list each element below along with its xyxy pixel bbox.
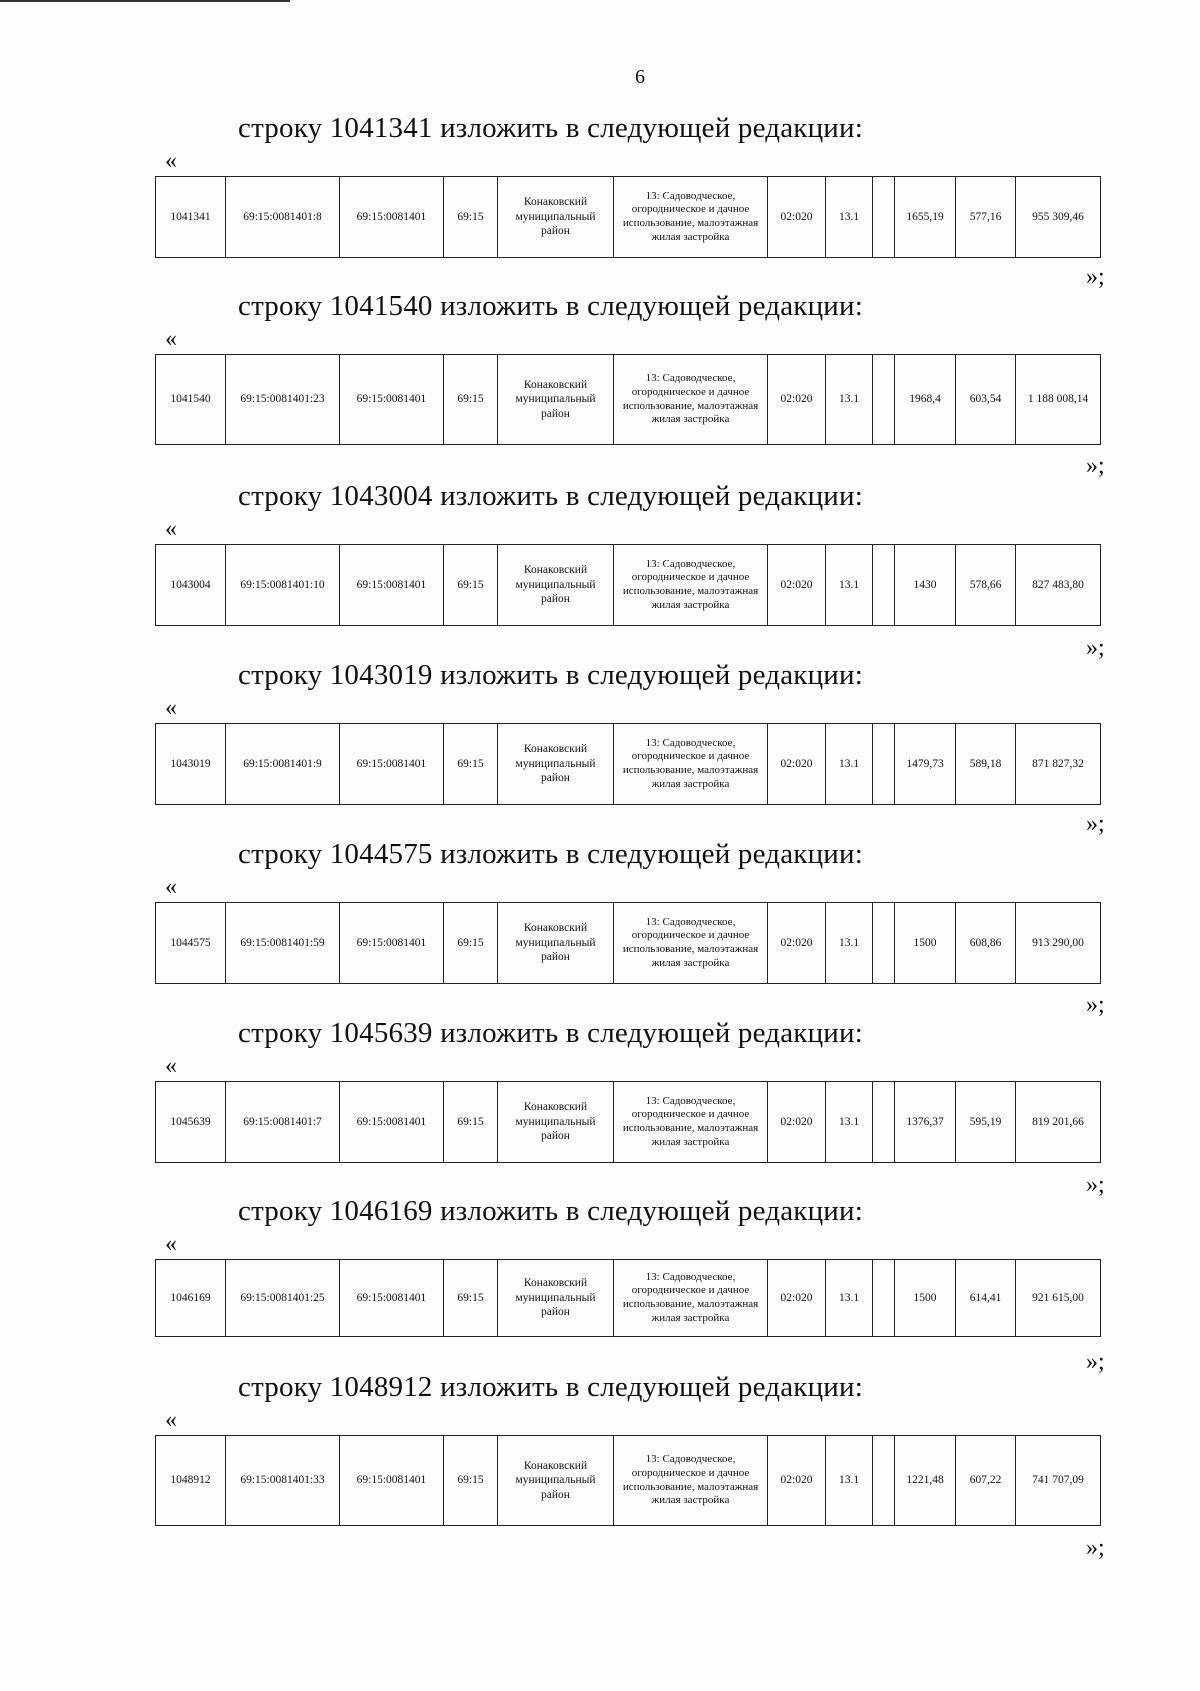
table-row [156,724,1101,805]
cadastral-number-cell: 69:15:0081401:7 [226,1082,340,1163]
specific-value-cell: 603,54 [956,355,1016,445]
cadastral-quarter-cell: 69:15:0081401 [340,1082,444,1163]
opening-quote: « [165,1407,177,1433]
empty-cell [873,177,895,258]
closing-quote: »; [1086,264,1105,290]
cadastral-number-cell: 69:15:0081401:25 [226,1260,340,1337]
cadastral-number-cell: 69:15:0081401:59 [226,903,340,984]
land-use-code-cell: 02:020 [768,1260,826,1337]
specific-value-cell: 589,18 [956,724,1016,805]
area-cell: 1221,48 [895,1436,956,1526]
amendment-heading: строку 1044575 изложить в следующей редакции: [238,838,863,870]
district-code-cell: 69:15 [444,1260,498,1337]
group-number-cell: 13.1 [826,177,873,258]
amendment-heading: строку 1045639 изложить в следующей редакции: [238,1017,863,1049]
amendment-heading: строку 1043019 изложить в следующей редакции: [238,659,863,691]
register-row-table [155,902,1101,984]
area-cell: 1430 [895,545,956,626]
row-id-cell: 1048912 [156,1436,226,1526]
district-name-cell: Конаковский муниципальный район [498,1260,614,1337]
group-number-cell: 13.1 [826,1082,873,1163]
cadastral-quarter-cell: 69:15:0081401 [340,1260,444,1337]
group-number-cell: 13.1 [826,355,873,445]
register-row-table [155,1081,1101,1163]
empty-cell [873,1436,895,1526]
district-code-cell: 69:15 [444,1082,498,1163]
row-id-cell: 1043004 [156,545,226,626]
register-row-table [155,176,1101,258]
amendment-heading: строку 1041540 изложить в следующей редакции: [238,290,863,322]
opening-quote: « [165,1053,177,1079]
empty-cell [873,903,895,984]
amendment-heading: строку 1046169 изложить в следующей редакции: [238,1195,863,1227]
register-row-table [155,544,1101,626]
closing-quote: »; [1086,811,1105,837]
opening-quote: « [165,874,177,900]
land-use-purpose-cell: 13: Садоводческое, огородническое и дачное использование, малоэтажная жилая застройка [614,355,768,445]
cadastral-number-cell: 69:15:0081401:9 [226,724,340,805]
cadastral-quarter-cell: 69:15:0081401 [340,1436,444,1526]
district-code-cell: 69:15 [444,1436,498,1526]
district-code-cell: 69:15 [444,177,498,258]
district-code-cell: 69:15 [444,545,498,626]
cadastral-quarter-cell: 69:15:0081401 [340,355,444,445]
land-use-code-cell: 02:020 [768,1082,826,1163]
amendment-heading: строку 1048912 изложить в следующей редакции: [238,1371,863,1403]
empty-cell [873,1260,895,1337]
land-use-purpose-cell: 13: Садоводческое, огородническое и дачное использование, малоэтажная жилая застройка [614,1082,768,1163]
cadastral-value-cell: 921 615,00 [1016,1260,1101,1337]
page-number: 6 [635,66,645,88]
district-name-cell: Конаковский муниципальный район [498,545,614,626]
cadastral-quarter-cell: 69:15:0081401 [340,724,444,805]
table-row [156,177,1101,258]
row-id-cell: 1046169 [156,1260,226,1337]
land-use-code-cell: 02:020 [768,355,826,445]
table-row [156,903,1101,984]
land-use-code-cell: 02:020 [768,545,826,626]
area-cell: 1500 [895,1260,956,1337]
register-row-table [155,1435,1101,1526]
table-row [156,355,1101,445]
district-name-cell: Конаковский муниципальный район [498,1082,614,1163]
amendment-heading: строку 1041341 изложить в следующей редакции: [238,112,863,144]
table-row [156,1082,1101,1163]
closing-quote: »; [1086,635,1105,661]
amendment-heading: строку 1043004 изложить в следующей редакции: [238,480,863,512]
cadastral-value-cell: 955 309,46 [1016,177,1101,258]
row-id-cell: 1045639 [156,1082,226,1163]
row-id-cell: 1041341 [156,177,226,258]
land-use-purpose-cell: 13: Садоводческое, огородническое и дачное использование, малоэтажная жилая застройка [614,903,768,984]
closing-quote: »; [1086,1535,1105,1561]
table-row [156,1260,1101,1337]
empty-cell [873,724,895,805]
opening-quote: « [165,326,177,352]
specific-value-cell: 578,66 [956,545,1016,626]
district-name-cell: Конаковский муниципальный район [498,724,614,805]
cadastral-number-cell: 69:15:0081401:23 [226,355,340,445]
group-number-cell: 13.1 [826,1436,873,1526]
register-row-table [155,354,1101,445]
land-use-code-cell: 02:020 [768,1436,826,1526]
area-cell: 1655,19 [895,177,956,258]
cadastral-number-cell: 69:15:0081401:10 [226,545,340,626]
row-id-cell: 1044575 [156,903,226,984]
top-edge-rule [0,0,290,2]
land-use-purpose-cell: 13: Садоводческое, огородническое и дачное использование, малоэтажная жилая застройка [614,177,768,258]
cadastral-quarter-cell: 69:15:0081401 [340,903,444,984]
cadastral-number-cell: 69:15:0081401:8 [226,177,340,258]
district-name-cell: Конаковский муниципальный район [498,903,614,984]
empty-cell [873,545,895,626]
cadastral-quarter-cell: 69:15:0081401 [340,545,444,626]
specific-value-cell: 614,41 [956,1260,1016,1337]
opening-quote: « [165,695,177,721]
cadastral-value-cell: 913 290,00 [1016,903,1101,984]
closing-quote: »; [1086,1172,1105,1198]
group-number-cell: 13.1 [826,1260,873,1337]
group-number-cell: 13.1 [826,724,873,805]
opening-quote: « [165,148,177,174]
district-name-cell: Конаковский муниципальный район [498,355,614,445]
area-cell: 1376,37 [895,1082,956,1163]
opening-quote: « [165,1231,177,1257]
district-code-cell: 69:15 [444,355,498,445]
area-cell: 1968,4 [895,355,956,445]
cadastral-quarter-cell: 69:15:0081401 [340,177,444,258]
land-use-purpose-cell: 13: Садоводческое, огородническое и дачное использование, малоэтажная жилая застройка [614,1436,768,1526]
district-name-cell: Конаковский муниципальный район [498,177,614,258]
group-number-cell: 13.1 [826,903,873,984]
district-name-cell: Конаковский муниципальный район [498,1436,614,1526]
land-use-purpose-cell: 13: Садоводческое, огородническое и дачное использование, малоэтажная жилая застройка [614,545,768,626]
area-cell: 1500 [895,903,956,984]
table-row [156,545,1101,626]
land-use-code-cell: 02:020 [768,177,826,258]
specific-value-cell: 607,22 [956,1436,1016,1526]
district-code-cell: 69:15 [444,903,498,984]
closing-quote: »; [1086,1349,1105,1375]
table-row [156,1436,1101,1526]
land-use-purpose-cell: 13: Садоводческое, огородническое и дачное использование, малоэтажная жилая застройка [614,724,768,805]
district-code-cell: 69:15 [444,724,498,805]
empty-cell [873,355,895,445]
empty-cell [873,1082,895,1163]
row-id-cell: 1043019 [156,724,226,805]
specific-value-cell: 595,19 [956,1082,1016,1163]
cadastral-value-cell: 741 707,09 [1016,1436,1101,1526]
cadastral-value-cell: 871 827,32 [1016,724,1101,805]
specific-value-cell: 577,16 [956,177,1016,258]
specific-value-cell: 608,86 [956,903,1016,984]
cadastral-value-cell: 819 201,66 [1016,1082,1101,1163]
cadastral-value-cell: 1 188 008,14 [1016,355,1101,445]
cadastral-number-cell: 69:15:0081401:33 [226,1436,340,1526]
closing-quote: »; [1086,992,1105,1018]
row-id-cell: 1041540 [156,355,226,445]
area-cell: 1479,73 [895,724,956,805]
opening-quote: « [165,516,177,542]
group-number-cell: 13.1 [826,545,873,626]
land-use-code-cell: 02:020 [768,724,826,805]
register-row-table [155,723,1101,805]
closing-quote: »; [1086,453,1105,479]
land-use-code-cell: 02:020 [768,903,826,984]
cadastral-value-cell: 827 483,80 [1016,545,1101,626]
land-use-purpose-cell: 13: Садоводческое, огородническое и дачное использование, малоэтажная жилая застройка [614,1260,768,1337]
register-row-table [155,1259,1101,1337]
